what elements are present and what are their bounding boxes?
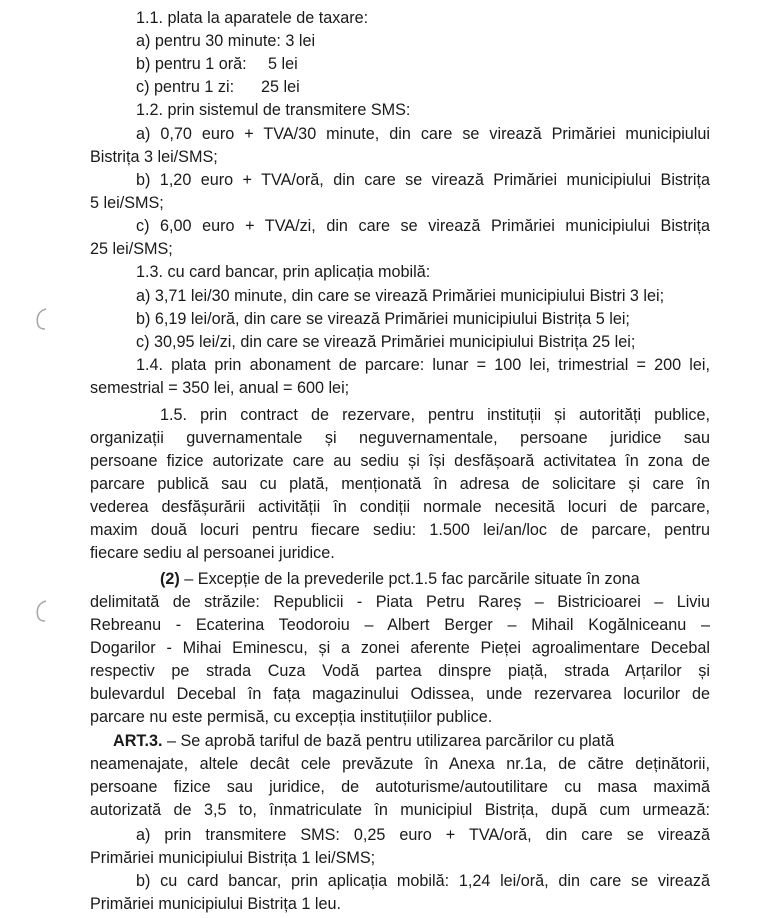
text-line xyxy=(136,54,298,74)
text-line: c) 30,95 lei/zi, din care se virează Primăriei municipiului Bistrița 25 lei; xyxy=(136,333,636,351)
text-line: c) 6,00 euro + TVA/zi, din care se virează Primăriei municipiului Bistrița xyxy=(136,217,710,235)
text-line: a) pentru 30 minute: 3 lei xyxy=(136,32,316,50)
text-line: delimitată de străzile: Republicii - Piata Petru Rareș – Bistricioarei – Liviu xyxy=(90,593,710,611)
text-fragment: – Excepție de la prevederile pct.1.5 fac parcările situate în zona xyxy=(179,570,640,588)
text-line: maxim două locuri pentru fiecare sediu: 1.500 lei/an/loc de parcare, pentru xyxy=(90,521,710,539)
text-line: semestrial = 350 lei, anual = 600 lei; xyxy=(90,379,350,397)
text-line: respectiv pe strada Cuza Vodă partea dinspre piață, strada Arțarilor și xyxy=(90,662,710,680)
text-fragment: – Se aprobă tariful de bază pentru utilizarea parcărilor cu plată xyxy=(162,732,615,750)
text-fragment: c) pentru 1 zi: xyxy=(136,78,235,96)
binder-hole-mark-icon xyxy=(30,306,52,332)
text-fragment: 5 lei xyxy=(268,55,298,73)
binder-hole-mark-icon xyxy=(30,598,52,624)
text-line: organizații guvernamentale și neguvernamentale, persoane juridice sau xyxy=(90,429,710,447)
text-line: b) 1,20 euro + TVA/oră, din care se virează Primăriei municipiului Bistrița xyxy=(136,171,710,189)
paragraph-number: (2) xyxy=(160,570,180,588)
text-line: Rebreanu - Ecaterina Teodoroiu – Albert Berger – Mihail Kogălniceanu – xyxy=(90,616,710,634)
text-line: neamenajate, altele decât cele prevăzute în Anexa nr.1a, de către deținătorii, xyxy=(90,755,710,773)
text-line: vederea desfășurării activității în condiții normale necesită locuri de parcare, xyxy=(90,498,710,516)
text-line: a) prin transmitere SMS: 0,25 euro + TVA/oră, din care se virează xyxy=(136,826,710,844)
text-line xyxy=(160,569,710,589)
text-line: bulevardul Decebal în fața magazinului Odissea, unde rezervarea locurilor de xyxy=(90,685,710,703)
text-line: 5 lei/SMS; xyxy=(90,194,164,212)
text-line: 25 lei/SMS; xyxy=(90,240,173,258)
text-line: parcare nu este permisă, cu excepția instituțiilor publice. xyxy=(90,708,493,726)
text-line: persoane fizice autorizate care au sediu și își desfășoară activitatea în zona de xyxy=(90,452,710,470)
text-line: a) 0,70 euro + TVA/30 minute, din care se virează Primăriei municipiului xyxy=(136,125,710,143)
text-fragment: 25 lei xyxy=(261,78,300,96)
text-line: parcare publică sau cu plată, menționată în adresa de solicitare și care în xyxy=(90,475,710,493)
text-line: 1.5. prin contract de rezervare, pentru instituții și autorități publice, xyxy=(160,406,710,424)
text-line: 1.3. cu card bancar, prin aplicația mobilă: xyxy=(136,263,431,281)
text-line: fiecare sediu al persoanei juridice. xyxy=(90,544,335,562)
text-line: 1.4. plata prin abonament de parcare: lunar = 100 lei, trimestrial = 200 lei, xyxy=(136,356,710,374)
text-line: b) cu card bancar, prin aplicația mobilă: 1,24 lei/oră, din care se virează xyxy=(136,872,710,890)
text-line: Primăriei municipiului Bistrița 1 lei/SMS; xyxy=(90,849,376,867)
text-line xyxy=(113,731,710,751)
text-line: b) 6,19 lei/oră, din care se virează Primăriei municipiului Bistrița 5 lei; xyxy=(136,310,630,328)
text-line: Primăriei municipiului Bistrița 1 leu. xyxy=(90,895,341,913)
text-line xyxy=(136,77,300,97)
article-number: ART.3. xyxy=(113,732,163,750)
text-fragment: b) pentru 1 oră: xyxy=(136,55,247,73)
text-line: 1.1. plata la aparatele de taxare: xyxy=(136,9,369,27)
text-line: Dogarilor - Mihai Eminescu, și a zonei aferente Pieței agroalimentare Decebal xyxy=(90,639,710,657)
text-line: persoane fizice sau juridice, de autoturisme/autoutilitare cu masa maximă xyxy=(90,778,710,796)
text-line: 1.2. prin sistemul de transmitere SMS: xyxy=(136,101,411,119)
text-line: Bistrița 3 lei/SMS; xyxy=(90,148,218,166)
text-line: autorizată de 3,5 to, înmatriculate în municipiul Bistrița, după cum urmează: xyxy=(90,801,710,819)
text-line: a) 3,71 lei/30 minute, din care se virează Primăriei municipiului Bistri 3 lei; xyxy=(136,287,665,305)
